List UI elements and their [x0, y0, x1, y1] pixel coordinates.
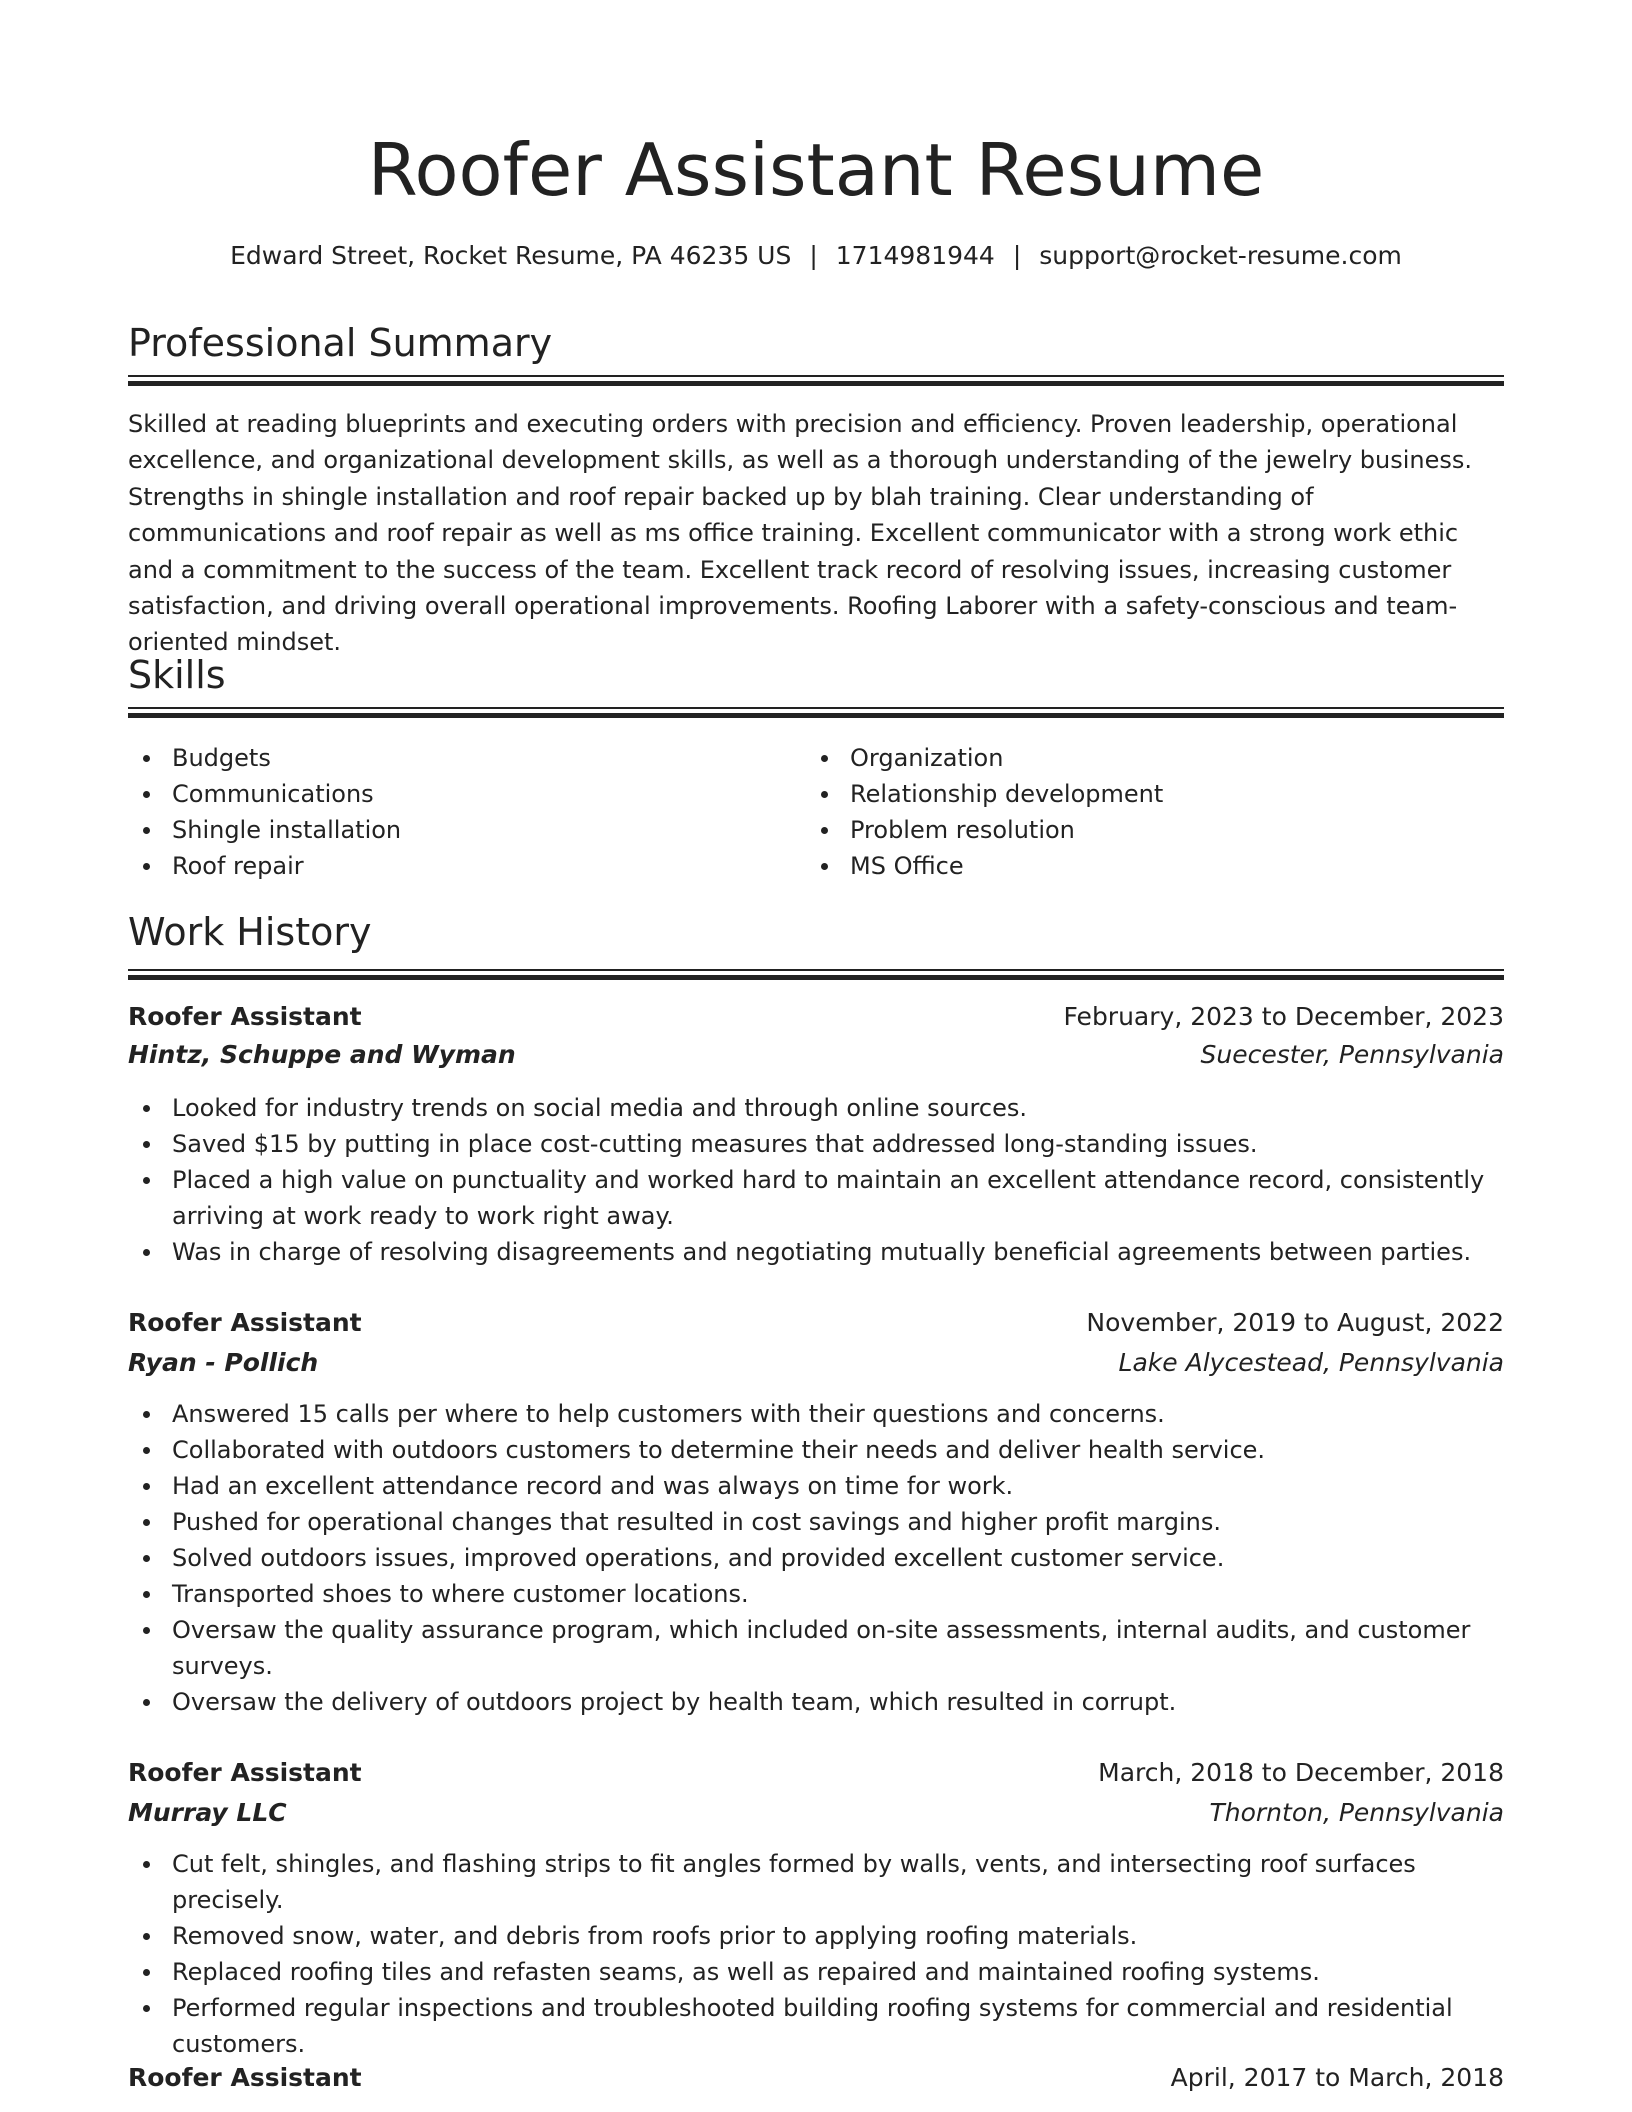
- job-title: Roofer Assistant: [128, 2063, 362, 2092]
- job-header-row: [128, 2059, 1504, 2097]
- job-entry: [128, 1754, 1504, 2062]
- contact-line: [128, 236, 1504, 276]
- job-title: Roofer Assistant: [128, 1308, 362, 1337]
- job-bullet: Performed regular inspections and troubleshooted building roofing systems for commercial and residential customers.: [128, 1990, 1504, 2062]
- job-header-row: [128, 1304, 1504, 1342]
- skill-item: Relationship development: [806, 776, 1163, 812]
- summary-text: Skilled at reading blueprints and executing orders with precision and efficiency. Proven leadership, operational excellence, and organizational development skills, as well as a thorough understanding of the jewelry business. Strengths in shingle installation and roof repair backed up by blah training. Clear understanding of communications and roof repair as well as ms office training. Excellent communicator with a strong work ethic and a commitment to the success of the team. Excellent track record of resolving issues, increasing customer satisfaction, and driving overall operational improvements. Roofing Laborer with a safety-conscious and team-oriented mindset.: [128, 410, 1473, 657]
- job-bullets: [128, 1396, 1504, 1720]
- job-bullet: Transported shoes to where customer locations.: [128, 1576, 1504, 1612]
- section-divider: [128, 375, 1504, 386]
- job-dates: November, 2019 to August, 2022: [1086, 1308, 1504, 1337]
- job-bullet: Collaborated with outdoors customers to determine their needs and deliver health service.: [128, 1432, 1504, 1468]
- job-bullet: Solved outdoors issues, improved operations, and provided excellent customer service.: [128, 1540, 1504, 1576]
- skill-item: Shingle installation: [128, 812, 401, 848]
- job-bullet: Replaced roofing tiles and refasten seams, as well as repaired and maintained roofing systems.: [128, 1954, 1504, 1990]
- resume-title: Roofer Assistant Resume: [367, 128, 1265, 212]
- section-heading-work-history: Work History: [128, 910, 372, 954]
- section-divider: [128, 707, 1504, 718]
- contact-address: Edward Street, Rocket Resume, PA 46235 US: [230, 241, 792, 270]
- job-subheader-row: [128, 1344, 1504, 1382]
- job-bullet: Was in charge of resolving disagreements and negotiating mutually beneficial agreements between parties.: [128, 1234, 1504, 1270]
- job-bullet: Looked for industry trends on social media and through online sources.: [128, 1090, 1504, 1126]
- skill-item: Organization: [806, 740, 1163, 776]
- job-dates: March, 2018 to December, 2018: [1098, 1758, 1504, 1787]
- section-divider: [128, 969, 1504, 980]
- skill-item: Roof repair: [128, 848, 401, 884]
- skills-list-right: [806, 740, 1163, 884]
- contact-separator: |: [809, 241, 818, 270]
- job-bullet: Oversaw the quality assurance program, which included on-site assessments, internal audits, and customer surveys.: [128, 1612, 1504, 1684]
- contact-phone: 1714981944: [835, 241, 995, 270]
- job-location: Lake Alycestead, Pennsylvania: [1118, 1348, 1504, 1377]
- job-title: Roofer Assistant: [128, 1758, 362, 1787]
- contact-separator: |: [1012, 241, 1022, 270]
- job-company: Ryan - Pollich: [128, 1348, 319, 1377]
- job-title: Roofer Assistant: [128, 1002, 362, 1031]
- job-entry: [128, 2059, 1504, 2097]
- job-subheader-row: [128, 1036, 1504, 1074]
- job-entry: [128, 1304, 1504, 1720]
- skills-list-left: [128, 740, 401, 884]
- job-bullet: Cut felt, shingles, and flashing strips to fit angles formed by walls, vents, and intersecting roof surfaces precisely.: [128, 1846, 1504, 1918]
- job-bullet: Oversaw the delivery of outdoors project by health team, which resulted in corrupt.: [128, 1684, 1504, 1720]
- section-heading-skills: Skills: [128, 653, 226, 697]
- job-location: Suecester, Pennsylvania: [1200, 1040, 1504, 1069]
- skill-item: Budgets: [128, 740, 401, 776]
- job-subheader-row: [128, 1794, 1504, 1832]
- job-bullet: Placed a high value on punctuality and worked hard to maintain an excellent attendance record, consistently arriving at work ready to work right away.: [128, 1162, 1504, 1234]
- contact-email: support@rocket-resume.com: [1039, 241, 1402, 270]
- skill-item: Communications: [128, 776, 401, 812]
- job-dates: April, 2017 to March, 2018: [1170, 2063, 1504, 2092]
- job-header-row: [128, 1754, 1504, 1792]
- job-bullet: Answered 15 calls per where to help customers with their questions and concerns.: [128, 1396, 1504, 1432]
- skill-item: Problem resolution: [806, 812, 1163, 848]
- section-heading-summary: Professional Summary: [128, 321, 553, 365]
- job-company: Hintz, Schuppe and Wyman: [128, 1040, 516, 1069]
- job-bullet: Had an excellent attendance record and was always on time for work.: [128, 1468, 1504, 1504]
- job-bullet: Saved $15 by putting in place cost-cutting measures that addressed long-standing issues.: [128, 1126, 1504, 1162]
- job-location: Thornton, Pennsylvania: [1209, 1798, 1504, 1827]
- job-bullets: [128, 1846, 1504, 2062]
- job-bullet: Removed snow, water, and debris from roofs prior to applying roofing materials.: [128, 1918, 1504, 1954]
- job-dates: February, 2023 to December, 2023: [1063, 1002, 1504, 1031]
- job-entry: [128, 998, 1504, 1270]
- job-bullet: Pushed for operational changes that resulted in cost savings and higher profit margins.: [128, 1504, 1504, 1540]
- job-bullets: [128, 1090, 1504, 1270]
- job-company: Murray LLC: [128, 1798, 287, 1827]
- skill-item: MS Office: [806, 848, 1163, 884]
- job-header-row: [128, 998, 1504, 1036]
